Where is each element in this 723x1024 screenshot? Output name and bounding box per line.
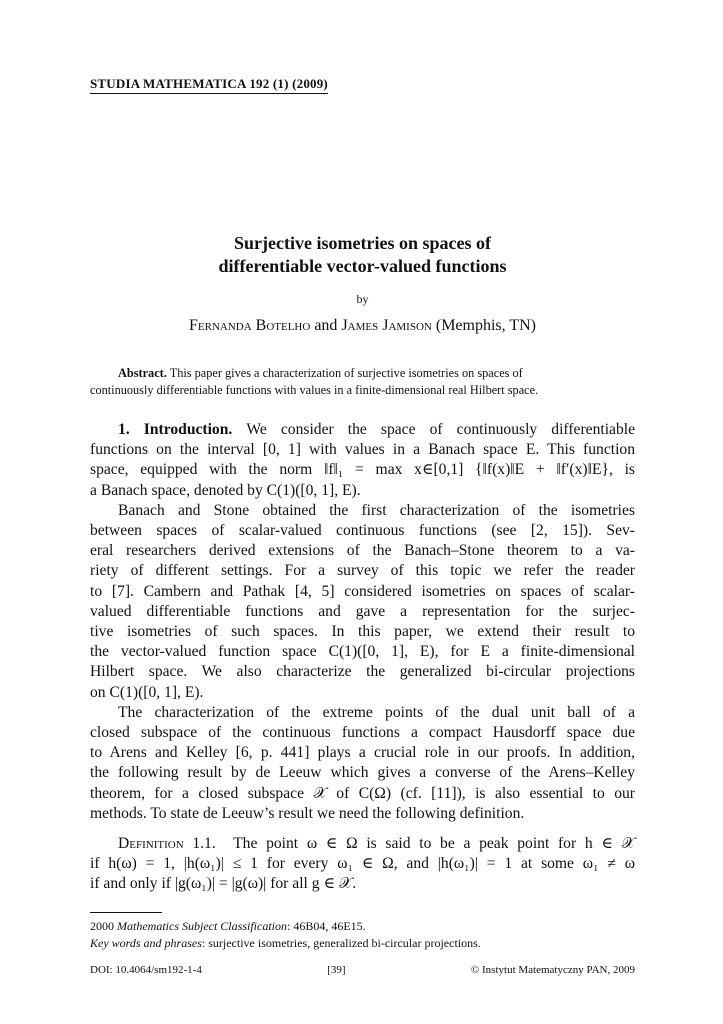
intro-p1-line-2: functions on the interval [0, 1] with values in a Banach space E. This function	[90, 441, 635, 459]
abstract-label: Abstract.	[118, 366, 167, 380]
affiliation: (Memphis, TN)	[435, 317, 536, 334]
intro-p2-line-10: on C(1)([0, 1], E).	[90, 683, 204, 701]
author-1: Fernanda Botelho	[188, 317, 311, 334]
title-line-2: differentiable vector-valued functions	[218, 256, 507, 276]
keywords-value: : surjective isometries, generalized bi-circular projections.	[201, 936, 481, 950]
intro-p2-line-7: tive isometries of such spaces. In this paper, we extend their result to	[90, 623, 635, 641]
abstract-text-1: This paper gives a characterization of surjective isometries on spaces of	[169, 366, 523, 380]
author-2: James Jamison	[341, 317, 432, 334]
title-block	[90, 232, 635, 335]
intro-p1-text-0: We consider the space of continuously differentiable	[246, 421, 636, 438]
intro-p3-line-6: methods. To state de Leeuw’s result we need the following definition.	[90, 804, 525, 822]
intro-heading: 1. Introduction.	[118, 421, 233, 438]
definition-text-0: The point ω ∈ Ω is said to be a peak point for h ∈ 𝒳	[233, 835, 636, 853]
intro-p2-line-5: to [7]. Cambern and Pathak [4, 5] considered isometries on spaces of scalar-	[90, 582, 635, 600]
msc-footnote	[90, 918, 635, 935]
intro-p3-line-1: The characterization of the extreme points of the dual unit ball of a	[118, 703, 635, 721]
body-text	[90, 420, 635, 895]
definition-line-1	[90, 834, 635, 854]
definition-line-2: if h(ω) = 1, |h(ω₁)| ≤ 1 for every ω₁ ∈ Ω, and |h(ω₁)| = 1 at some ω₁ ≠ ω	[90, 855, 635, 873]
by-line: by	[356, 292, 369, 306]
intro-p1-line-4: a Banach space, denoted by C(1)([0, 1], E).	[90, 481, 361, 499]
msc-value: : 46B04, 46E15.	[286, 919, 366, 933]
footnotes	[90, 918, 635, 952]
page-number: [39]	[327, 964, 346, 976]
page-footer	[90, 964, 635, 976]
definition-label: Definition 1.1.	[118, 835, 216, 853]
keywords-footnote	[90, 935, 635, 952]
authors-and: and	[314, 317, 338, 334]
abstract-line-1	[90, 365, 635, 382]
paper-page	[90, 0, 635, 1024]
intro-p2-line-3: eral researchers derived extensions of the Banach–Stone theorem to a va-	[90, 542, 635, 560]
footnote-rule	[90, 912, 162, 913]
definition-1-1	[90, 834, 635, 895]
intro-p2-line-2: between spaces of scalar-valued continuous functions (see [2, 15]). Sev-	[90, 522, 635, 540]
intro-p3-line-4: the following result by de Leeuw which gives a converse of the Arens–Kelley	[90, 764, 635, 782]
keywords-label: Key words and phrases	[90, 936, 202, 950]
intro-p1-line-3: space, equipped with the norm ‖f‖₁ = max x∈[0,1] {‖f(x)‖E + ‖f′(x)‖E}, is	[90, 461, 635, 479]
intro-p2-line-1: Banach and Stone obtained the first characterization of the isometries	[118, 501, 635, 519]
intro-line-1	[90, 420, 635, 440]
msc-label: Mathematics Subject Classification	[117, 919, 287, 933]
intro-p2-line-9: Hilbert space. We also characterize the generalized bi-circular projections	[90, 663, 635, 681]
journal-header: STUDIA MATHEMATICA 192 (1) (2009)	[90, 76, 328, 94]
intro-p2-line-4: riety of different settings. For a survey of this topic we refer the reader	[90, 562, 635, 580]
copyright: © Instytut Matematyczny PAN, 2009	[470, 964, 635, 976]
abstract-line-2: continuously differentiable functions with values in a finite-dimensional real Hilbert space.	[90, 383, 539, 397]
abstract	[90, 365, 635, 399]
intro-p2-line-8: the vector-valued function space C(1)([0, 1], E), for E a finite-dimensional	[90, 643, 635, 661]
msc-prefix: 2000	[90, 919, 114, 933]
intro-p3-line-5: theorem, for a closed subspace 𝒳 of C(Ω) (cf. [11]), is also essential to our	[90, 784, 635, 802]
intro-p2-line-6: valued differentiable functions and gave a representation for the surjec-	[90, 602, 635, 620]
doi: DOI: 10.4064/sm192-1-4	[90, 964, 202, 976]
definition-line-3: if and only if |g(ω₁)| = |g(ω)| for all g ∈ 𝒳.	[90, 875, 357, 893]
paper-title	[90, 232, 635, 278]
authors-line	[90, 317, 635, 335]
title-line-1: Surjective isometries on spaces of	[234, 233, 491, 253]
intro-p3-line-3: to Arens and Kelley [6, p. 441] plays a crucial role in our proofs. In addition,	[90, 744, 635, 762]
intro-p3-line-2: closed subspace of the continuous functions a compact Hausdorff space due	[90, 724, 635, 742]
